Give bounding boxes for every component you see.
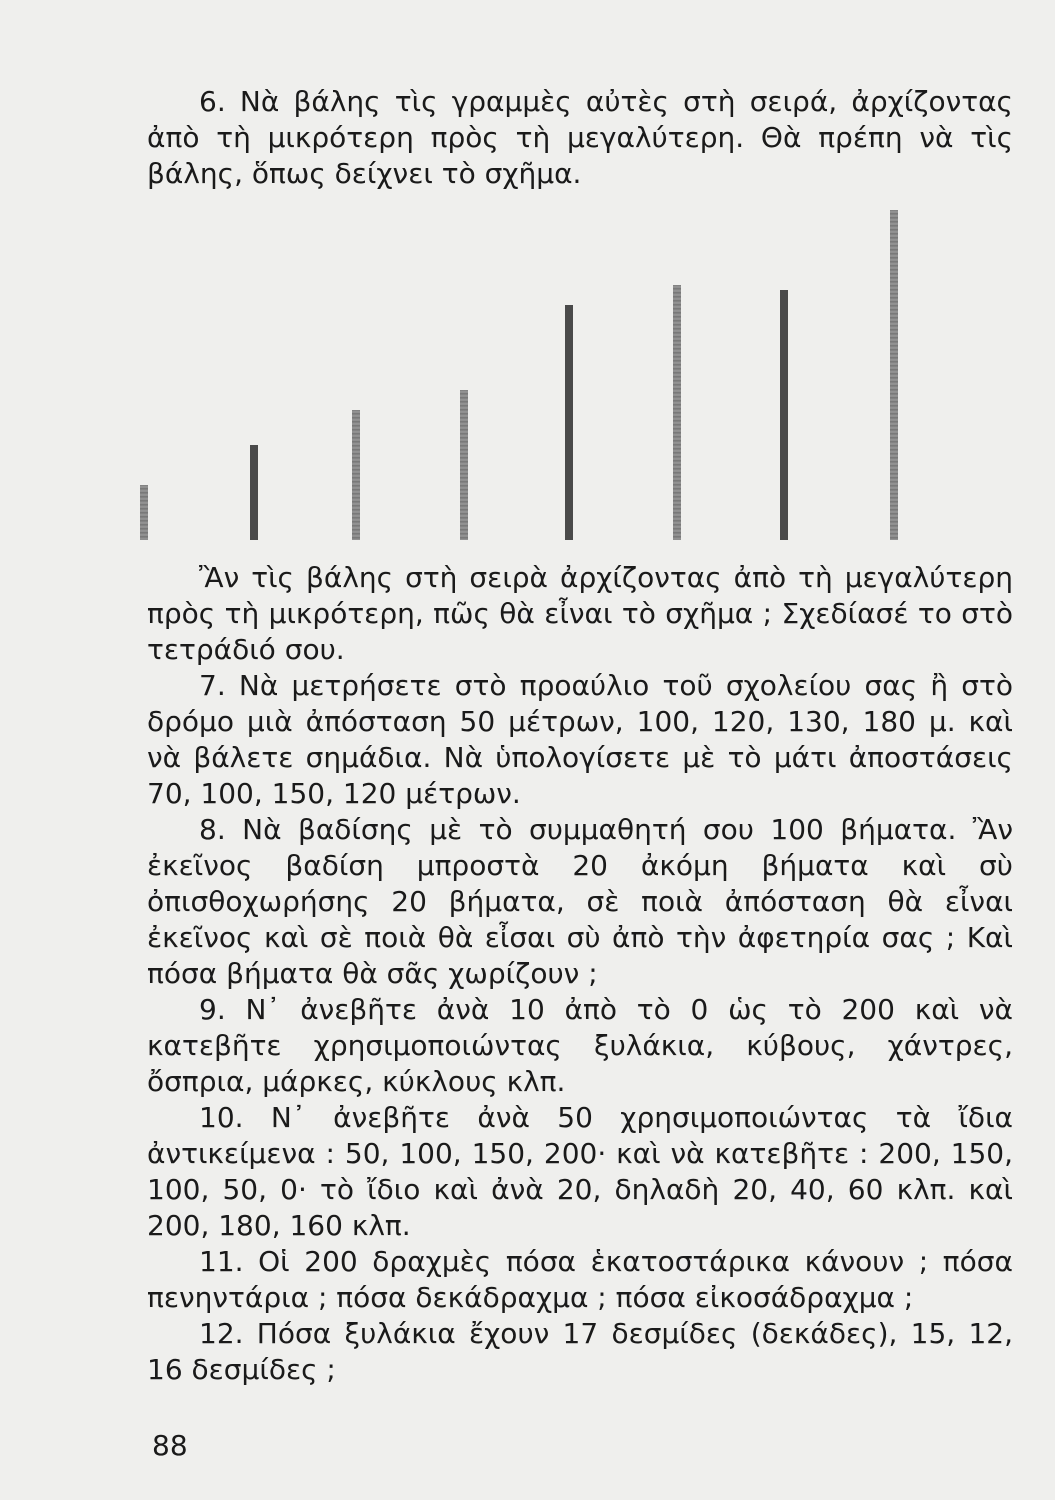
exercise-6-text: 6. Νὰ βάλης τὶς γραμμὲς αὐτὲς στὴ σειρά, ἀρχίζοντας ἀπὸ τὴ μικρότερη πρὸς τὴ μεγαλύτερη. Θὰ πρέπη νὰ τὶς βάλης, ὅπως δείχνει τὸ σχῆμα. [147,85,1013,190]
exercise-6 [147,84,1013,192]
exercise-9: 9. Ν᾿ ἀνεβῆτε ἀνὰ 10 ἀπὸ τὸ 0 ὡς τὸ 200 καὶ νὰ κατεβῆτε χρησιμοποιώντας ξυλάκια, κύβους, χάντρες, ὄσπρια, μάρκες, κύκλους κλπ. [147,993,1013,1098]
exercise-list [147,560,1013,1388]
exercise-12: 12. Πόσα ξυλάκια ἔχουν 17 δεσμίδες (δεκάδες), 15, 12, 16 δεσμίδες ; [147,1317,1013,1386]
paragraph-question: Ἂν τὶς βάλης στὴ σειρὰ ἀρχίζοντας ἀπὸ τὴ μεγαλύτερη πρὸς τὴ μικρότερη, πῶς θὰ εἶναι τὸ σχῆμα ; Σχεδίασέ το στὸ τετράδιό σου. [147,561,1013,666]
exercise-10: 10. Ν᾿ ἀνεβῆτε ἀνὰ 50 χρησιμοποιώντας τὰ ἴδια ἀντικείμενα : 50, 100, 150, 200· καὶ νὰ κατεβῆτε : 200, 150, 100, 50, 0· τὸ ἴδιο καὶ ἀνὰ 20, δηλαδὴ 20, 40, 60 κλπ. καὶ 200, 180, 160 κλπ. [147,1101,1013,1242]
exercise-11: 11. Οἱ 200 δραχμὲς πόσα ἑκατοστάρικα κάνουν ; πόσα πενηντάρια ; πόσα δεκάδραχμα ; πόσα εἰκοσάδραχμα ; [147,1245,1013,1314]
figure-bar-3 [352,410,360,540]
figure-bar-1 [140,485,148,540]
figure-bar-5 [565,305,573,540]
figure-bar-6 [673,285,681,540]
figure-bar-2 [250,445,258,540]
page-number: 88 [152,1429,188,1462]
exercise-7: 7. Νὰ μετρήσετε στὸ προαύλιο τοῦ σχολείου σας ἢ στὸ δρόμο μιὰ ἀπόσταση 50 μέτρων, 100, 120, 130, 180 μ. καὶ νὰ βάλετε σημάδια. Νὰ ὑπολογίσετε μὲ τὸ μάτι ἀποστάσεις 70, 100, 150, 120 μέτρων. [147,669,1013,810]
figure-bar-8 [890,210,898,540]
exercise-8: 8. Νὰ βαδίσης μὲ τὸ συμμαθητή σου 100 βήματα. Ἂν ἐκεῖνος βαδίση μπροστὰ 20 ἀκόμη βήματα καὶ σὺ ὀπισθοχωρήσης 20 βήματα, σὲ ποιὰ ἀπόσταση θὰ εἶναι ἐκεῖνος καὶ σὲ ποιὰ θὰ εἶσαι σὺ ἀπὸ τὴν ἀφετηρία σας ; Καὶ πόσα βήματα θὰ σᾶς χωρίζουν ; [147,813,1013,990]
bar-figure [140,200,1020,540]
figure-bar-7 [780,290,788,540]
figure-bar-4 [460,390,468,540]
